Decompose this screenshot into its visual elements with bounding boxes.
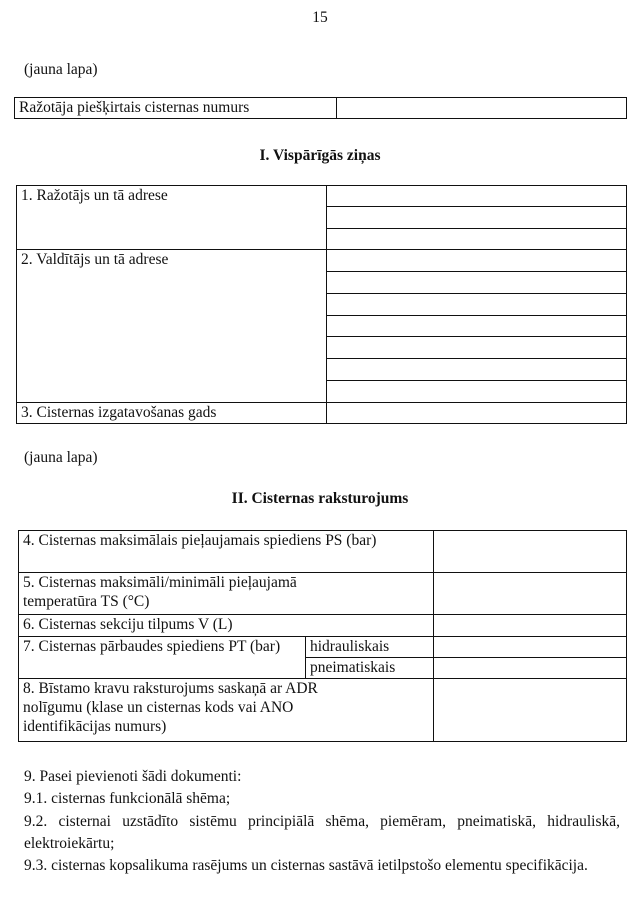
- temperature-label: 5. Cisternas maksimāli/minimāli pieļaujamā temperatūra TS (°C): [19, 573, 434, 615]
- pneumatic-label: pneimatiskais: [306, 658, 434, 679]
- hydraulic-value[interactable]: [434, 637, 627, 658]
- hydraulic-label: hidrauliskais: [306, 637, 434, 658]
- document-item-3: 9.3. cisternas kopsalikuma rasējums un cisternas sastāvā ietilpstošo elementu specifikācija.: [24, 857, 588, 874]
- dangerous-goods-label: 8. Bīstamo kravu raksturojums saskaņā ar ADR nolīgumu (klase un cisternas kods vai ANO identifikācijas numurs): [19, 679, 434, 742]
- manufacturer-label: 1. Ražotājs un tā adrese: [17, 186, 327, 250]
- operator-label: 2. Valdītājs un tā adrese: [17, 250, 327, 403]
- dangerous-goods-value[interactable]: [434, 679, 627, 742]
- manufacturer-value-lines[interactable]: [327, 186, 627, 250]
- max-pressure-label: 4. Cisternas maksimālais pieļaujamais spiediens PS (bar): [19, 531, 434, 573]
- section2-title: II. Cisternas raksturojums: [231, 490, 409, 507]
- tank-number-label: Ražotāja piešķirtais cisternas numurs: [15, 98, 337, 119]
- test-pressure-label: 7. Cisternas pārbaudes spiediens PT (bar): [19, 637, 306, 679]
- characteristics-table: [18, 530, 627, 742]
- tank-number-value[interactable]: [337, 98, 627, 119]
- temperature-value[interactable]: [434, 573, 627, 615]
- tank-number-table: [14, 97, 627, 119]
- documents-intro: 9. Pasei pievienoti šādi dokumenti:: [24, 768, 242, 785]
- pneumatic-value[interactable]: [434, 658, 627, 679]
- section1-title: I. Vispārīgās ziņas: [259, 147, 381, 164]
- new-page-note: (jauna lapa): [24, 61, 98, 78]
- volume-value[interactable]: [434, 615, 627, 637]
- general-info-table: [16, 185, 627, 424]
- operator-value-lines[interactable]: [327, 250, 627, 403]
- document-item-1: 9.1. cisternas funkcionālā shēma;: [24, 790, 231, 807]
- page-number: 15: [312, 9, 328, 26]
- production-year-value[interactable]: [327, 403, 627, 424]
- document-item-2: 9.2. cisternai uzstādīto sistēmu principiālā shēma, piemēram, pneimatiskā, hidrauliskā, elektroiekārtu;: [24, 813, 620, 852]
- production-year-label: 3. Cisternas izgatavošanas gads: [17, 403, 327, 424]
- new-page-note-2: (jauna lapa): [24, 449, 98, 466]
- max-pressure-value[interactable]: [434, 531, 627, 573]
- volume-label: 6. Cisternas sekciju tilpums V (L): [19, 615, 434, 637]
